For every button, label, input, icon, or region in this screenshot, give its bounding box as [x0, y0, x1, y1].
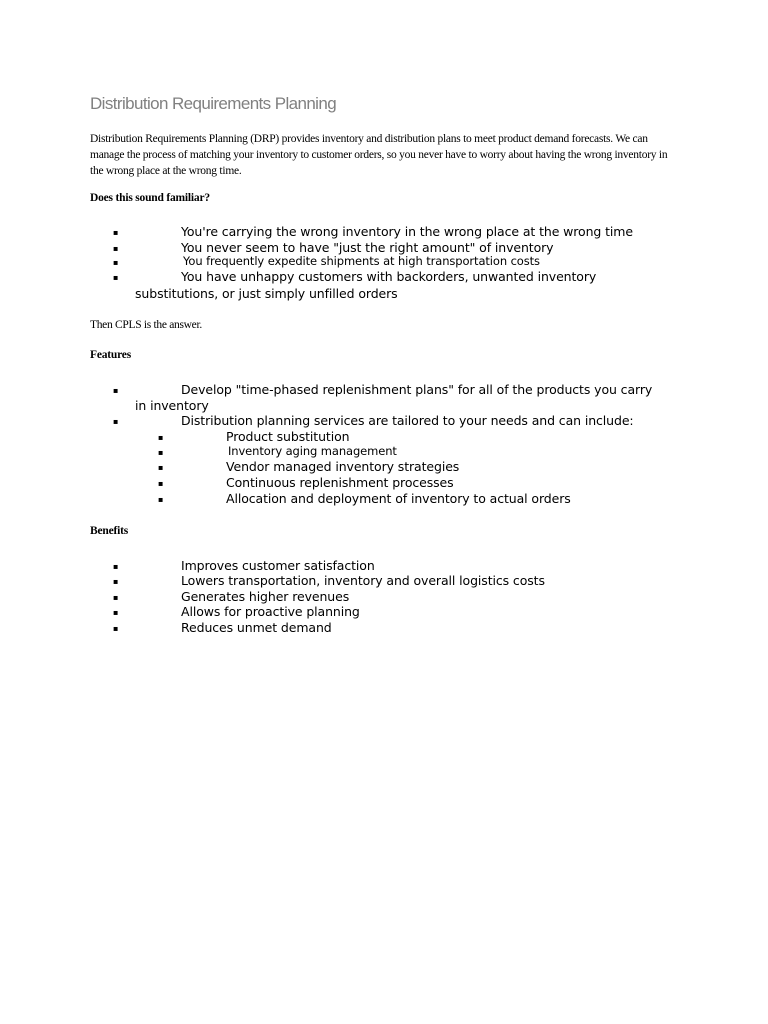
bullet-icon: ▪ — [113, 386, 119, 395]
benefits-item: Reduces unmet demand — [181, 620, 332, 635]
bullet-icon: ▪ — [158, 433, 164, 442]
features-subitem: Allocation and deployment of inventory to actual orders — [226, 491, 571, 506]
familiar-item: You never seem to have "just the right amount" of inventory — [181, 240, 554, 255]
features-subitem: Vendor managed inventory strategies — [226, 459, 460, 474]
familiar-item: You frequently expedite shipments at high transportation costs — [183, 254, 540, 268]
familiar-item-continuation: substitutions, or just simply unfilled orders — [135, 286, 398, 301]
familiar-heading: Does this sound familiar? — [90, 192, 210, 204]
bullet-icon: ▪ — [113, 273, 119, 282]
features-subitem: Inventory aging management — [228, 444, 397, 458]
bullet-icon: ▪ — [113, 608, 119, 617]
bullet-icon: ▪ — [113, 417, 119, 426]
bullet-icon: ▪ — [113, 258, 119, 267]
bullet-icon: ▪ — [113, 562, 119, 571]
bullet-icon: ▪ — [113, 244, 119, 253]
bullet-icon: ▪ — [113, 624, 119, 633]
bullet-icon: ▪ — [158, 495, 164, 504]
benefits-item: Generates higher revenues — [181, 589, 350, 604]
bullet-icon: ▪ — [158, 448, 164, 457]
bullet-icon: ▪ — [158, 479, 164, 488]
familiar-item: You're carrying the wrong inventory in the wrong place at the wrong time — [181, 224, 633, 239]
benefits-item: Allows for proactive planning — [181, 604, 360, 619]
features-subitem: Continuous replenishment processes — [226, 475, 454, 490]
features-subitem: Product substitution — [226, 429, 350, 444]
intro-paragraph: Distribution Requirements Planning (DRP) provides inventory and distribution plans to meet product demand forecasts. We can manage the process of matching your inventory to customer orders, so you never have to worry about having the wrong inventory in the wrong place at the wrong time. — [90, 133, 668, 177]
features-item-continuation: in inventory — [135, 398, 209, 413]
page-title: Distribution Requirements Planning — [90, 94, 337, 113]
bullet-icon: ▪ — [113, 593, 119, 602]
bullet-icon: ▪ — [113, 228, 119, 237]
benefits-heading: Benefits — [90, 525, 129, 537]
benefits-item: Lowers transportation, inventory and overall logistics costs — [181, 573, 545, 588]
bullet-icon: ▪ — [113, 577, 119, 586]
features-item: Distribution planning services are tailored to your needs and can include: — [181, 413, 634, 428]
familiar-item: You have unhappy customers with backorders, unwanted inventory — [181, 269, 597, 284]
bullet-icon: ▪ — [158, 463, 164, 472]
benefits-item: Improves customer satisfaction — [181, 558, 375, 573]
features-item: Develop "time-phased replenishment plans" for all of the products you carry — [181, 382, 653, 397]
features-heading: Features — [90, 349, 131, 361]
answer-text: Then CPLS is the answer. — [90, 319, 202, 331]
